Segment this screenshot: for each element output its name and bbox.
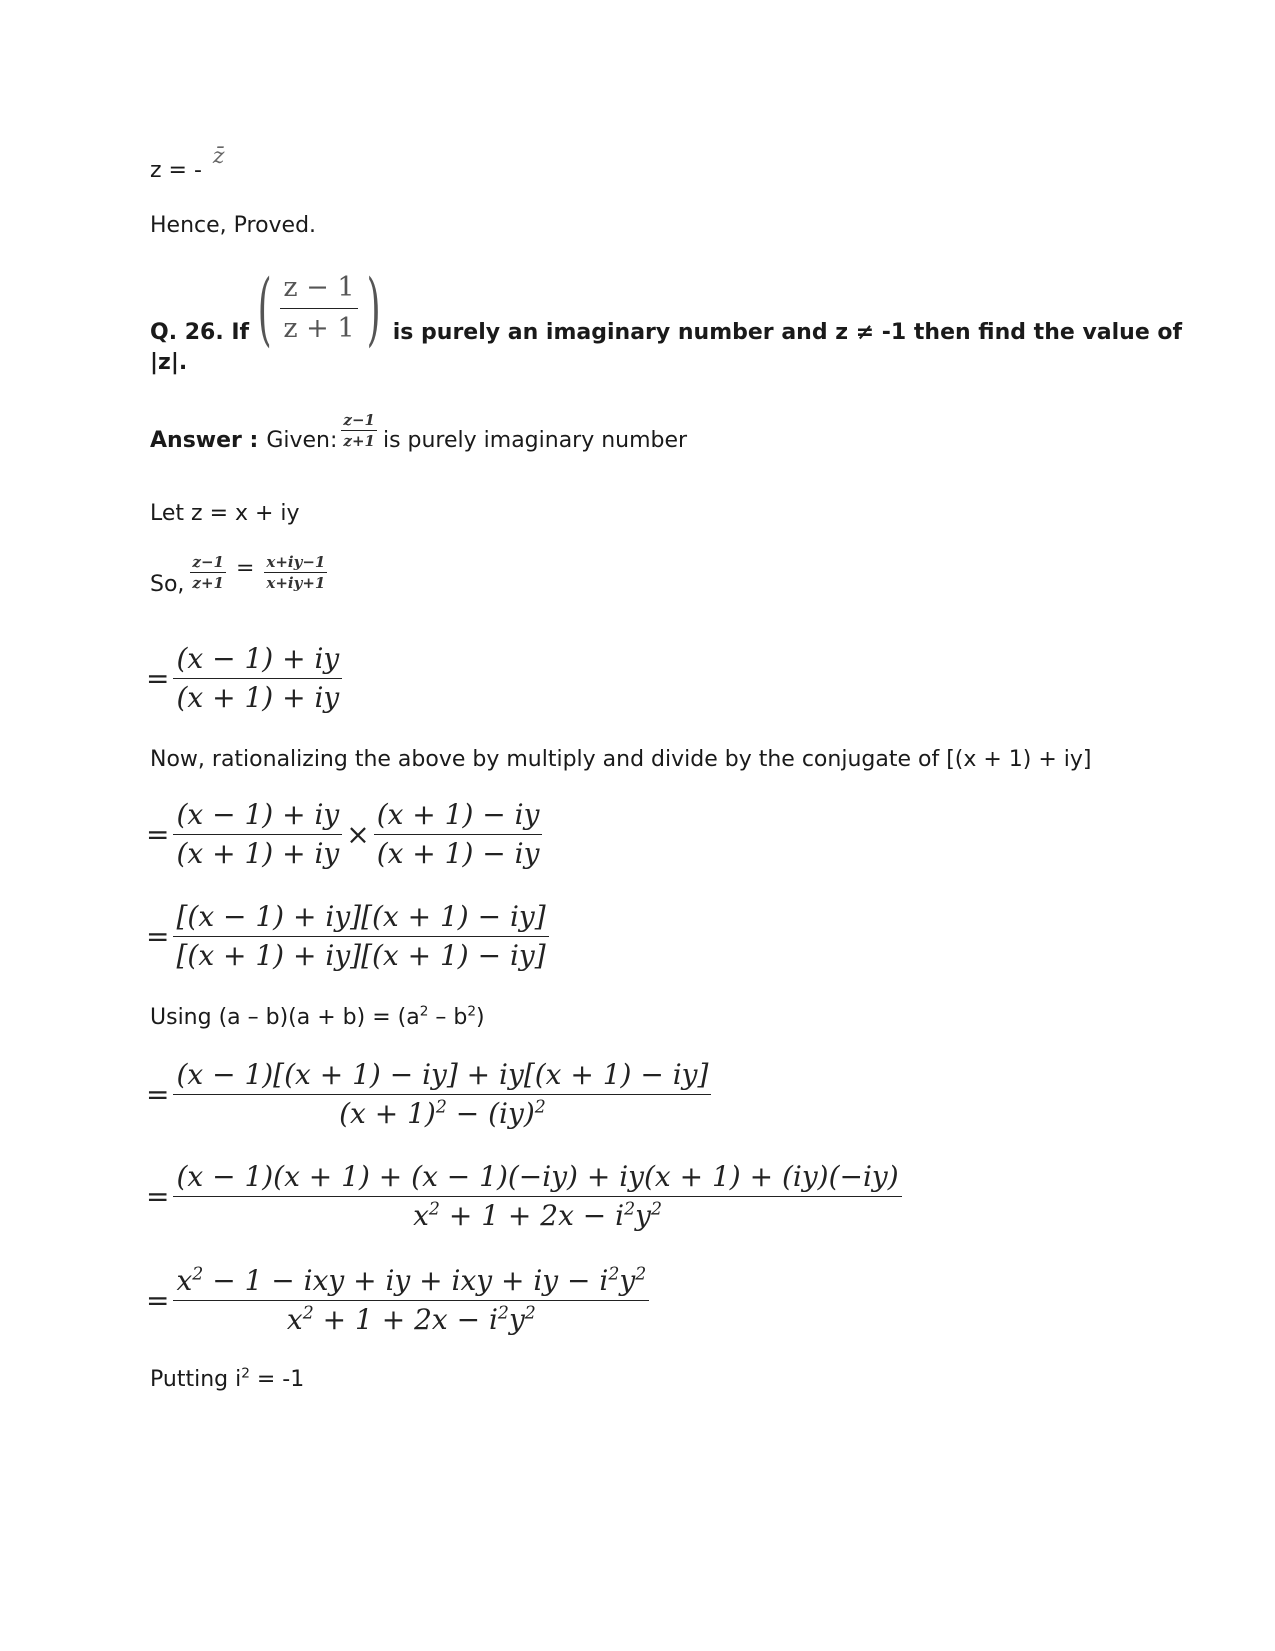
so-right-den: x+iy+1 bbox=[266, 574, 326, 592]
equation-4 bbox=[146, 1056, 711, 1133]
eq3-numerator: [(x − 1) + iy][(x + 1) − iy] bbox=[173, 898, 548, 937]
equation-2 bbox=[146, 796, 542, 873]
times-sign: × bbox=[346, 818, 370, 851]
eq1-numerator: (x − 1) + iy bbox=[173, 640, 342, 679]
equals-sign: = bbox=[146, 920, 170, 953]
eq4-numerator: (x − 1)[(x + 1) − iy] + iy[(x + 1) − iy] bbox=[173, 1056, 711, 1095]
let-line: Let z = x + iy bbox=[150, 501, 300, 526]
line-z-equals-neg-zbar bbox=[150, 144, 225, 185]
answer-label: Answer : bbox=[150, 428, 259, 453]
using-end: ) bbox=[476, 1005, 485, 1030]
eq2-denominator-1: (x + 1) + iy bbox=[176, 837, 340, 870]
equals-sign: = bbox=[146, 662, 170, 695]
answer-given: Given: bbox=[266, 428, 338, 453]
question-text-line2: |z|. bbox=[150, 350, 188, 375]
answer-fraction bbox=[341, 410, 377, 451]
equals-sign: = bbox=[146, 818, 170, 851]
putting-prefix: Putting i bbox=[150, 1367, 242, 1392]
putting-suffix: = -1 bbox=[249, 1367, 305, 1392]
using-sup-a: 2 bbox=[419, 1003, 429, 1020]
eq5-denominator: $x^2 + 1 + 2x - i^2y^2$ bbox=[413, 1199, 663, 1232]
so-equals: = bbox=[235, 556, 255, 581]
putting-line bbox=[150, 1366, 304, 1394]
so-right-fraction bbox=[264, 552, 327, 593]
eq5-numerator: (x − 1)(x + 1) + (x − 1)(−iy) + iy(x + 1) + (iy)(−iy) bbox=[173, 1158, 901, 1197]
using-identity bbox=[150, 1004, 485, 1032]
equals-sign: = bbox=[146, 1078, 170, 1111]
equation-3 bbox=[146, 898, 549, 975]
answer-line bbox=[150, 410, 687, 455]
question-frac-num: z − 1 bbox=[280, 268, 357, 309]
so-left-den: z+1 bbox=[192, 574, 224, 592]
equals-sign: = bbox=[146, 1284, 170, 1317]
question-26 bbox=[150, 261, 1183, 377]
using-mid: – b bbox=[428, 1005, 468, 1030]
z-equals-text: z = - bbox=[150, 158, 202, 183]
answer-frac-den: z+1 bbox=[343, 432, 375, 450]
so-left-num: z−1 bbox=[192, 553, 224, 571]
putting-sup: 2 bbox=[241, 1365, 250, 1382]
eq2-numerator-1: (x − 1) + iy bbox=[173, 796, 342, 835]
zbar-symbol: z̄ bbox=[212, 144, 225, 169]
hence-proved: Hence, Proved. bbox=[150, 213, 317, 238]
so-line bbox=[150, 552, 327, 599]
so-right-num: x+iy−1 bbox=[266, 553, 326, 571]
using-sup-b: 2 bbox=[467, 1003, 476, 1020]
eq2-denominator-2: (x + 1) − iy bbox=[376, 837, 540, 870]
question-label: Q. 26. If bbox=[150, 320, 250, 345]
equation-5 bbox=[146, 1158, 902, 1235]
using-prefix: Using (a – b)(a + b) = (a bbox=[150, 1005, 420, 1030]
eq4-denominator: $(x + 1)^2 - (iy)^2$ bbox=[339, 1097, 546, 1130]
eq1-denominator: (x + 1) + iy bbox=[176, 681, 340, 714]
equation-6 bbox=[146, 1262, 649, 1339]
question-text-line1: is purely an imaginary number and z ≠ -1 then find the value of bbox=[392, 320, 1183, 345]
so-label: So, bbox=[150, 572, 185, 597]
eq6-numerator: $x^2 - 1$ − ixy + iy + ixy + iy − $i^2y^2$ bbox=[173, 1262, 649, 1301]
equation-1 bbox=[146, 640, 342, 717]
answer-rest: is purely imaginary number bbox=[382, 428, 688, 453]
rationalize-text: Now, rationalizing the above by multiply and divide by the conjugate of [(x + 1) + iy] bbox=[150, 747, 1092, 772]
eq2-numerator-2: (x + 1) − iy bbox=[374, 796, 543, 835]
eq3-denominator: [(x + 1) + iy][(x + 1) − iy] bbox=[176, 939, 546, 972]
question-frac-den: z + 1 bbox=[283, 313, 355, 344]
answer-frac-num: z−1 bbox=[343, 411, 375, 429]
so-left-fraction bbox=[190, 552, 226, 593]
eq6-denominator: $x^2 + 1 + 2x - i^2y^2$ bbox=[286, 1303, 536, 1336]
equals-sign: = bbox=[146, 1180, 170, 1213]
question-fraction: ( $\frac{z - 1}{z + 1}$ ) bbox=[257, 261, 381, 355]
